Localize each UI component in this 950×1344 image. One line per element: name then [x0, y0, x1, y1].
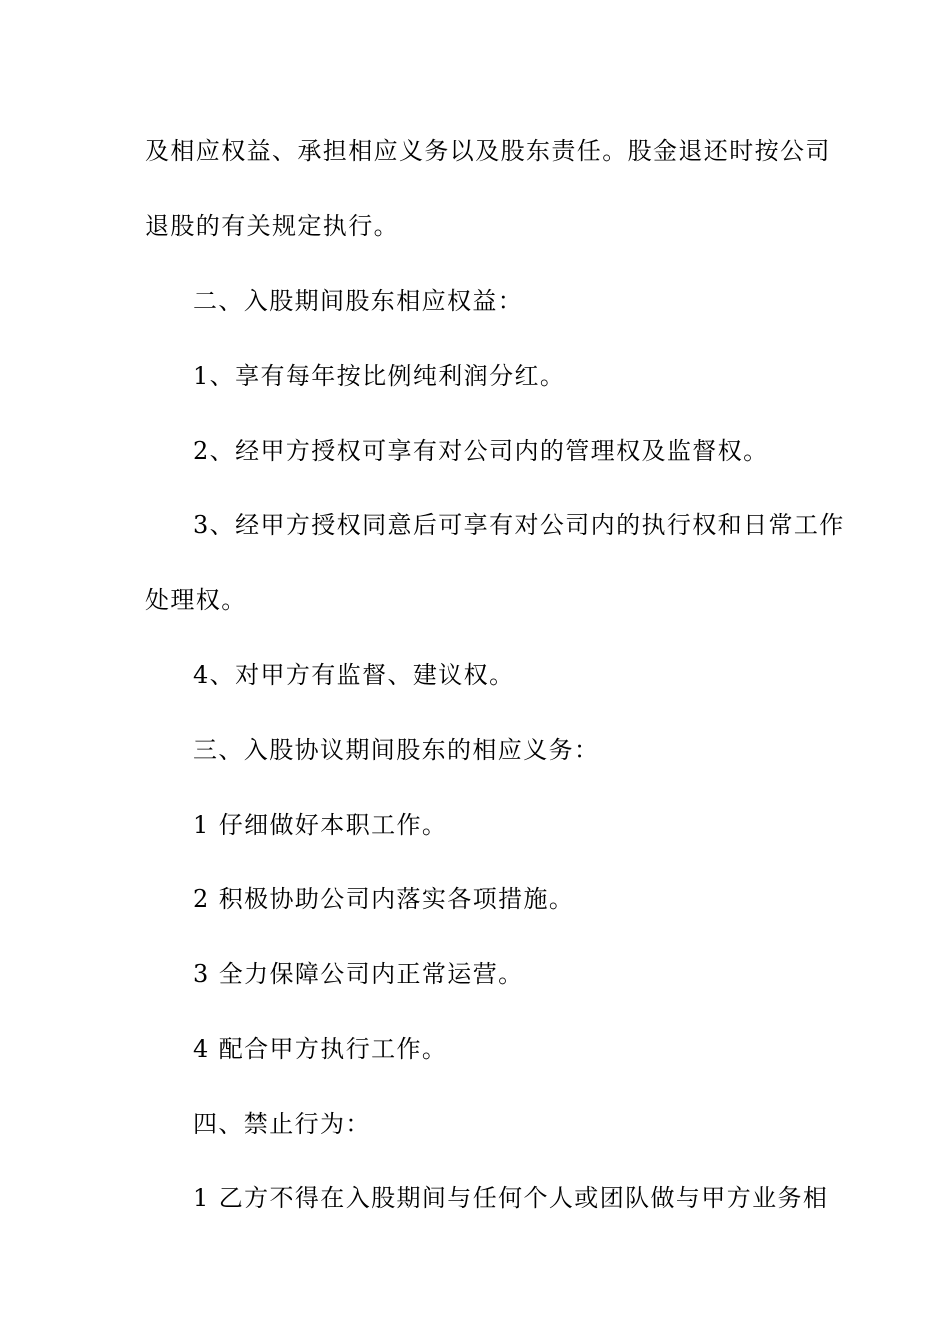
list-item: 4 配合甲方执行工作。 — [193, 1035, 448, 1063]
section-heading: 三、入股协议期间股东的相应义务： — [193, 736, 600, 764]
list-item: 4、对甲方有监督、建议权。 — [193, 661, 515, 689]
list-item: 3、经甲方授权同意后可享有对公司内的执行权和日常工作 — [193, 511, 845, 539]
section-heading: 四、禁止行为： — [193, 1110, 371, 1138]
list-item: 2 积极协助公司内落实各项措施。 — [193, 885, 575, 913]
paragraph-line: 处理权。 — [145, 586, 247, 614]
paragraph-line: 及相应权益、承担相应义务以及股东责任。股金退还时按公司 — [145, 137, 831, 165]
list-item: 1 仔细做好本职工作。 — [193, 811, 448, 839]
list-item: 2、经甲方授权可享有对公司内的管理权及监督权。 — [193, 437, 769, 465]
list-item: 1、享有每年按比例纯利润分红。 — [193, 362, 566, 390]
paragraph-line: 退股的有关规定执行。 — [145, 212, 399, 240]
list-item: 1 乙方不得在入股期间与任何个人或团队做与甲方业务相 — [193, 1184, 829, 1212]
list-item: 3 全力保障公司内正常运营。 — [193, 960, 524, 988]
section-heading: 二、入股期间股东相应权益： — [193, 287, 524, 315]
